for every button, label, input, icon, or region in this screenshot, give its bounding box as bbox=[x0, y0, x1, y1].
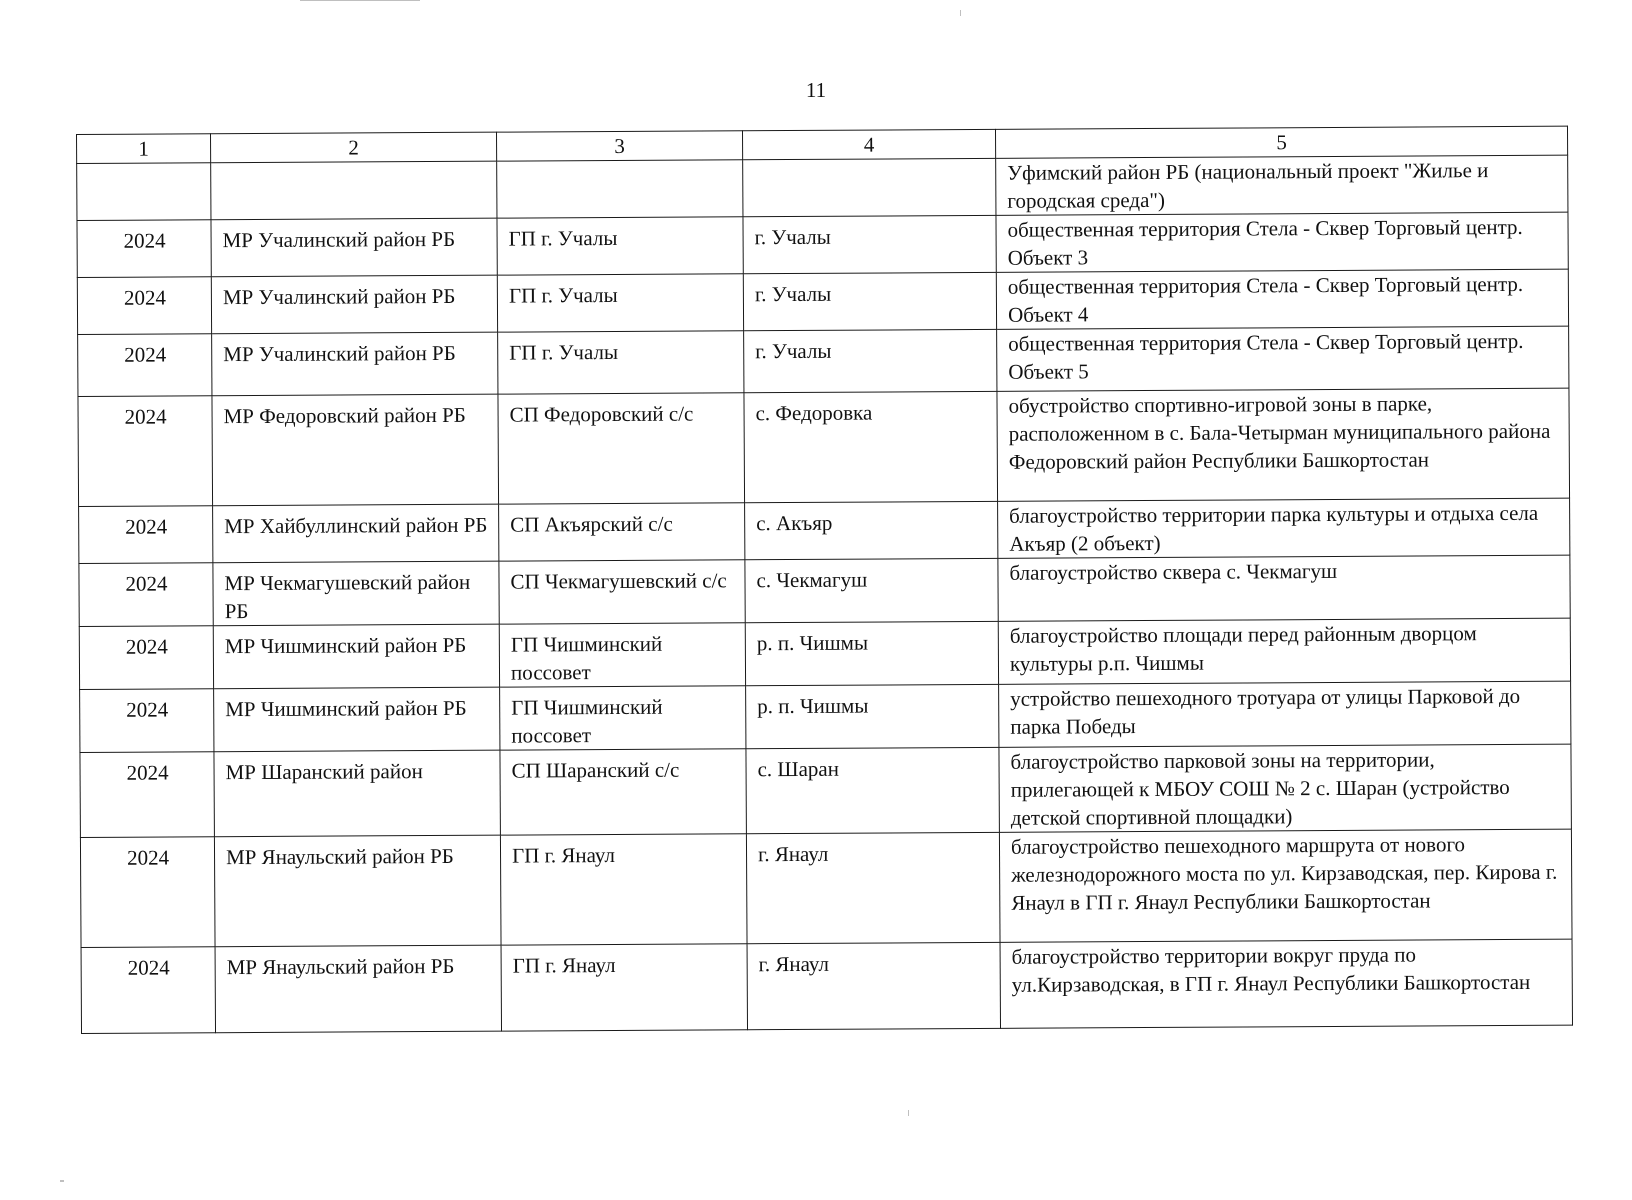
cell-year: 2024 bbox=[80, 837, 215, 948]
cell-settlement: СП Чекмагушевский с/с bbox=[499, 560, 745, 624]
cell-locality: г. Учалы bbox=[744, 329, 997, 392]
cell-locality: с. Акъяр bbox=[745, 501, 998, 559]
cell-district: МР Учалинский район РБ bbox=[211, 275, 497, 334]
cell-locality: г. Янаул bbox=[746, 832, 1000, 943]
cell-settlement: ГП г. Учалы bbox=[498, 331, 744, 394]
cell-year: 2024 bbox=[81, 947, 215, 1034]
cell-year: 2024 bbox=[79, 626, 213, 690]
table-row bbox=[80, 681, 1571, 752]
cell-locality: с. Федоровка bbox=[744, 391, 998, 502]
cell-settlement: СП Акъярский с/с bbox=[499, 503, 745, 561]
cell-district: МР Чекмагушевский район РБ bbox=[213, 561, 499, 626]
cell-description: Уфимский район РБ (национальный проект "Жилье и городская среда") bbox=[996, 155, 1568, 215]
table-row bbox=[77, 155, 1568, 220]
cell-year: 2024 bbox=[80, 689, 214, 753]
scan-mark bbox=[960, 10, 961, 16]
cell-year: 2024 bbox=[79, 506, 213, 564]
scan-mark bbox=[300, 0, 420, 1]
column-header-1: 1 bbox=[77, 134, 211, 164]
cell-locality: с. Шаран bbox=[746, 747, 999, 833]
cell-locality: р. п. Чишмы bbox=[746, 684, 999, 748]
cell-description: благоустройство территории парка культуры и отдыха села Акъяр (2 объект) bbox=[998, 498, 1570, 558]
cell-locality: г. Учалы bbox=[743, 272, 996, 330]
cell-district: МР Янаульский район РБ bbox=[214, 835, 501, 947]
cell-settlement bbox=[497, 160, 743, 218]
cell-district: МР Учалинский район РБ bbox=[211, 218, 497, 277]
table-row bbox=[79, 498, 1570, 563]
cell-district: МР Чишминский район РБ bbox=[214, 687, 500, 752]
table-row bbox=[79, 555, 1570, 626]
cell-year: 2024 bbox=[80, 752, 214, 838]
cell-locality: г. Учалы bbox=[743, 215, 996, 273]
cell-description: благоустройство территории вокруг пруда по ул.Кирзаводская, в ГП г. Янаул Республики Башкортостан bbox=[1000, 939, 1572, 1028]
column-header-2: 2 bbox=[211, 132, 497, 163]
cell-year: 2024 bbox=[78, 396, 213, 507]
table-row bbox=[81, 939, 1572, 1033]
cell-district: МР Федоровский район РБ bbox=[212, 394, 499, 506]
cell-district: МР Хайбуллинский район РБ bbox=[213, 504, 499, 563]
table-body bbox=[77, 126, 1573, 1033]
scan-mark bbox=[60, 1180, 64, 1182]
cell-locality: р. п. Чишмы bbox=[745, 621, 998, 685]
column-header-5: 5 bbox=[995, 126, 1567, 158]
cell-description: благоустройство парковой зоны на территории, прилегающей к МБОУ СОШ № 2 с. Шаран (устройство детской спортивной площадки) bbox=[999, 744, 1571, 832]
cell-settlement: ГП г. Янаул bbox=[501, 944, 747, 1031]
table-row bbox=[80, 829, 1572, 947]
cell-settlement: СП Федоровский с/с bbox=[498, 393, 745, 504]
cell-district bbox=[211, 161, 497, 220]
cell-settlement: ГП г. Учалы bbox=[497, 274, 743, 332]
cell-description: благоустройство сквера с. Чекмагуш bbox=[998, 555, 1570, 621]
cell-description: общественная территория Стела - Сквер Торговый центр. Объект 5 bbox=[997, 326, 1569, 391]
cell-locality: г. Янаул bbox=[747, 942, 1000, 1029]
cell-district: МР Учалинский район РБ bbox=[212, 332, 498, 396]
table-row bbox=[77, 269, 1568, 334]
table-row bbox=[78, 388, 1570, 506]
cell-year: 2024 bbox=[77, 277, 211, 335]
cell-description: общественная территория Стела - Сквер Торговый центр. Объект 4 bbox=[996, 269, 1568, 329]
cell-year: 2024 bbox=[78, 334, 212, 397]
page-number: 11 bbox=[805, 78, 827, 102]
column-header-4: 4 bbox=[742, 129, 995, 159]
program-table bbox=[76, 126, 1573, 1034]
column-header-3: 3 bbox=[496, 131, 742, 161]
cell-settlement: ГП г. Янаул bbox=[500, 834, 747, 945]
scan-mark bbox=[908, 1110, 909, 1116]
table-row bbox=[79, 618, 1570, 689]
cell-locality: с. Чекмагуш bbox=[745, 558, 998, 622]
cell-year bbox=[77, 163, 211, 221]
cell-settlement: ГП Чишминский поссовет bbox=[500, 686, 746, 750]
cell-year: 2024 bbox=[79, 563, 213, 627]
cell-description: устройство пешеходного тротуара от улицы Парковой до парка Победы bbox=[999, 681, 1571, 747]
cell-description: благоустройство площади перед районным дворцом культуры р.п. Чишмы bbox=[998, 618, 1570, 684]
cell-district: МР Чишминский район РБ bbox=[213, 624, 499, 689]
cell-description: благоустройство пешеходного маршрута от нового железнодорожного моста по ул. Кирзаводская, пер. Кирова г. Янаул в ГП г. Янаул Республики Башкортостан bbox=[999, 829, 1572, 942]
cell-description: обустройство спортивно-игровой зоны в парке, расположенном в с. Бала-Четырман муниципального района Федоровский район Республики Башкортостан bbox=[997, 388, 1570, 501]
table-row bbox=[77, 212, 1568, 277]
cell-settlement: СП Шаранский с/с bbox=[500, 749, 746, 835]
cell-settlement: ГП Чишминский поссовет bbox=[499, 623, 745, 687]
table-row bbox=[80, 744, 1571, 837]
cell-district: МР Шаранский район bbox=[214, 750, 500, 837]
cell-year: 2024 bbox=[77, 220, 211, 278]
cell-description: общественная территория Стела - Сквер Торговый центр. Объект 3 bbox=[996, 212, 1568, 272]
table-row bbox=[78, 326, 1569, 396]
cell-settlement: ГП г. Учалы bbox=[497, 217, 743, 275]
cell-locality bbox=[743, 158, 996, 216]
cell-district: МР Янаульский район РБ bbox=[215, 945, 501, 1033]
